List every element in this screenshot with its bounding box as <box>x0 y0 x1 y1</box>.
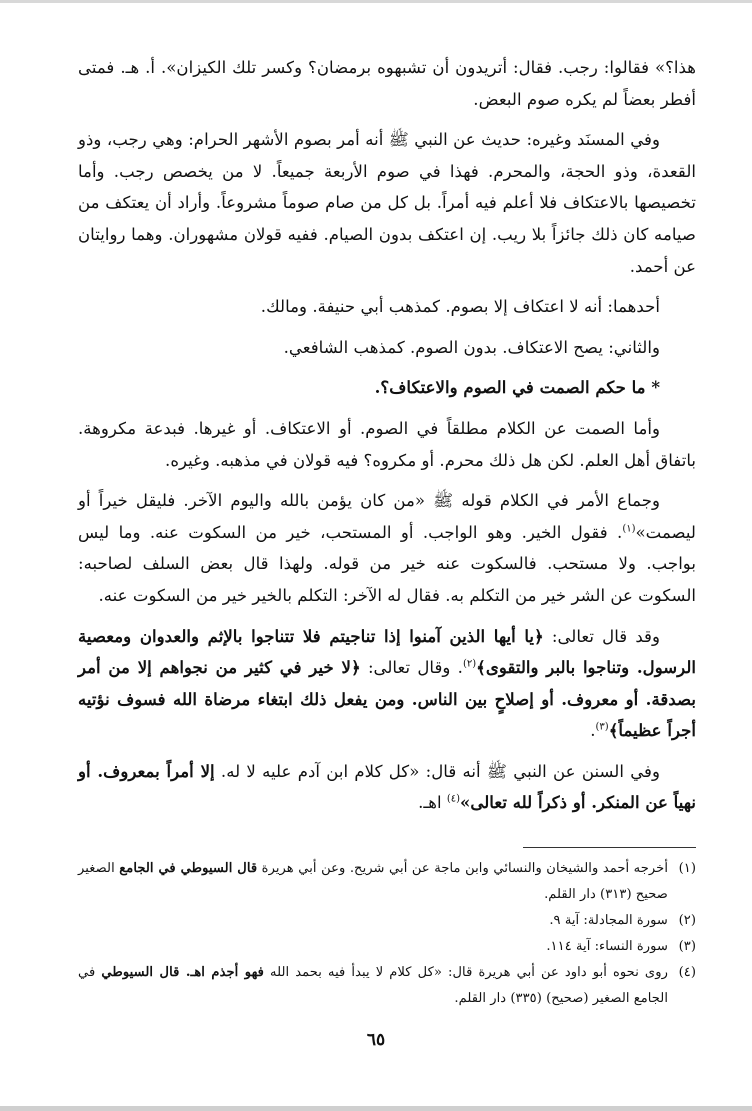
footnote <box>78 856 696 908</box>
paragraph <box>78 291 696 323</box>
text-run: وفي السنن عن النبي ﷺ أنه قال: «كل كلام ابن آدم عليه لا له. <box>214 761 660 781</box>
section-question <box>78 372 696 404</box>
emphasized-text: إلا أمراً بمعروف. أو نهياً عن المنكر. أو ذكراً لله تعالى» <box>78 760 696 813</box>
text-run: اهـ. <box>418 793 447 813</box>
footnote-separator <box>523 847 696 848</box>
paragraph <box>78 621 696 747</box>
text-run: روى نحوه أبو داود عن أبي هريرة قال: «كل كلام لا يبدأ فيه بحمد الله <box>263 965 668 980</box>
text-run: وقد قال تعالى: <box>543 626 660 646</box>
footnote <box>78 960 696 1012</box>
paragraph <box>78 413 696 476</box>
footnote-ref: (٤) <box>446 793 461 805</box>
text-run: والثاني: يصح الاعتكاف. بدون الصوم. كمذهب الشافعي. <box>283 337 660 357</box>
text-run: أخرجه أحمد والشيخان والنسائي وابن ماجة عن أبي شريح. وعن أبي هريرة <box>257 861 668 876</box>
emphasized-text: قال السيوطي في الجامع <box>119 861 258 876</box>
footnote-ref: (١) <box>622 523 636 535</box>
emphasized-text: فهو أجذم اهـ. قال السيوطي <box>101 965 264 980</box>
paragraph <box>78 332 696 364</box>
emphasized-text: * ما حكم الصمت في الصوم والاعتكاف؟. <box>374 377 660 398</box>
page-number: ٦٥ <box>366 1030 386 1050</box>
text-run: . وقال تعالى: <box>360 658 463 678</box>
scan-edge-top <box>0 0 752 3</box>
text-run: وفي المسنَد وغيره: حديث عن النبي ﷺ أنه أمر بصوم الأشهر الحرام: وهي رجب، وذو القعدة، وذو الحجة، والمحرم. فهذا في صوم الأربعة جميعاً. لا من يخصص رجب. وأما تخصيصها بالاعتكاف فلا أعلم فيه أمراً. بل كل من صام صوماً مشروعاً. وأراد أن يعتكف من صيامه كان ذلك جائزاً بلا ريب. إن اعتكف بدون الصيام. ففيه قولان مشهوران. وهما روايتان عن أحمد. <box>78 130 696 276</box>
emphasized-text: ﴿يا أيها الذين آمنوا إذا تناجيتم فلا تتناجوا بالإثم والعدوان ومعصية الرسول. وتناجوا بالبر والتقوى﴾ <box>78 625 696 678</box>
main-text <box>78 52 696 819</box>
text-run: . فقول الخير. وهو الواجب. أو المستحب، خير من السكوت عنه. وما ليس بواجب. ولا مستحب. فالسكوت عنه خير من قوله. ولهذا قال بعض السلف لصاحبه: السكوت عن الشر خير من التكلم به. فقال له الآخر: التكلم بالخير خير من السكوت عنه. <box>78 522 696 605</box>
footnote-number: (٣) <box>678 939 696 954</box>
footnote-number: (٤) <box>678 965 696 980</box>
paragraph <box>78 124 696 282</box>
text-run: أحدهما: أنه لا اعتكاف إلا بصوم. كمذهب أبي حنيفة. ومالك. <box>260 297 660 317</box>
paragraph <box>78 52 696 115</box>
text-run: سورة المجادلة: آية ٩. <box>549 913 668 928</box>
text-run: هذا؟» فقالوا: رجب. فقال: أتريدون أن تشبهوه برمضان؟ وكسر تلك الكيزان». أ. هـ. فمتى أفطر بعضاً لم يكره صوم البعض. <box>78 58 696 109</box>
paragraph <box>78 485 696 611</box>
text-run: وجماع الأمر في الكلام قوله ﷺ «من كان يؤمن بالله واليوم الآخر. فليقل خيراً أو ليصمت» <box>78 491 696 542</box>
footnotes <box>78 856 696 1012</box>
footnote-ref: (٣) <box>595 721 609 733</box>
text-run: في الجامع الصغير (صحيح) (٣٣٥) دار القلم. <box>78 965 668 1006</box>
footnote <box>78 934 696 960</box>
footnote-number: (١) <box>678 861 696 876</box>
text-run: وأما الصمت عن الكلام مطلقاً في الصوم. أو الاعتكاف. أو غيرها. فبدعة مكروهة. باتفاق أهل العلم. لكن هل ذلك محرم. أو مكروه؟ فيه قولان في مذهبه. وغيره. <box>78 418 696 470</box>
scan-edge-bottom <box>0 1106 752 1111</box>
text-run: . <box>590 721 596 741</box>
footnote-number: (٢) <box>678 913 696 928</box>
footnote-ref: (٢) <box>462 658 477 670</box>
text-run: الصغير صحيح (٣١٣) دار القلم. <box>78 861 668 902</box>
emphasized-text: ﴿لا خير في كثير من نجواهم إلا من أمر بصدقة. أو معروف. أو إصلاحٍ بين الناس. ومن يفعل ذلك ابتغاء مرضاة الله فسوف نؤتيه أجراً عظيماً﴾ <box>78 657 696 741</box>
text-run: سورة النساء: آية ١١٤. <box>546 939 668 954</box>
footnote <box>78 908 696 934</box>
paragraph <box>78 756 696 819</box>
